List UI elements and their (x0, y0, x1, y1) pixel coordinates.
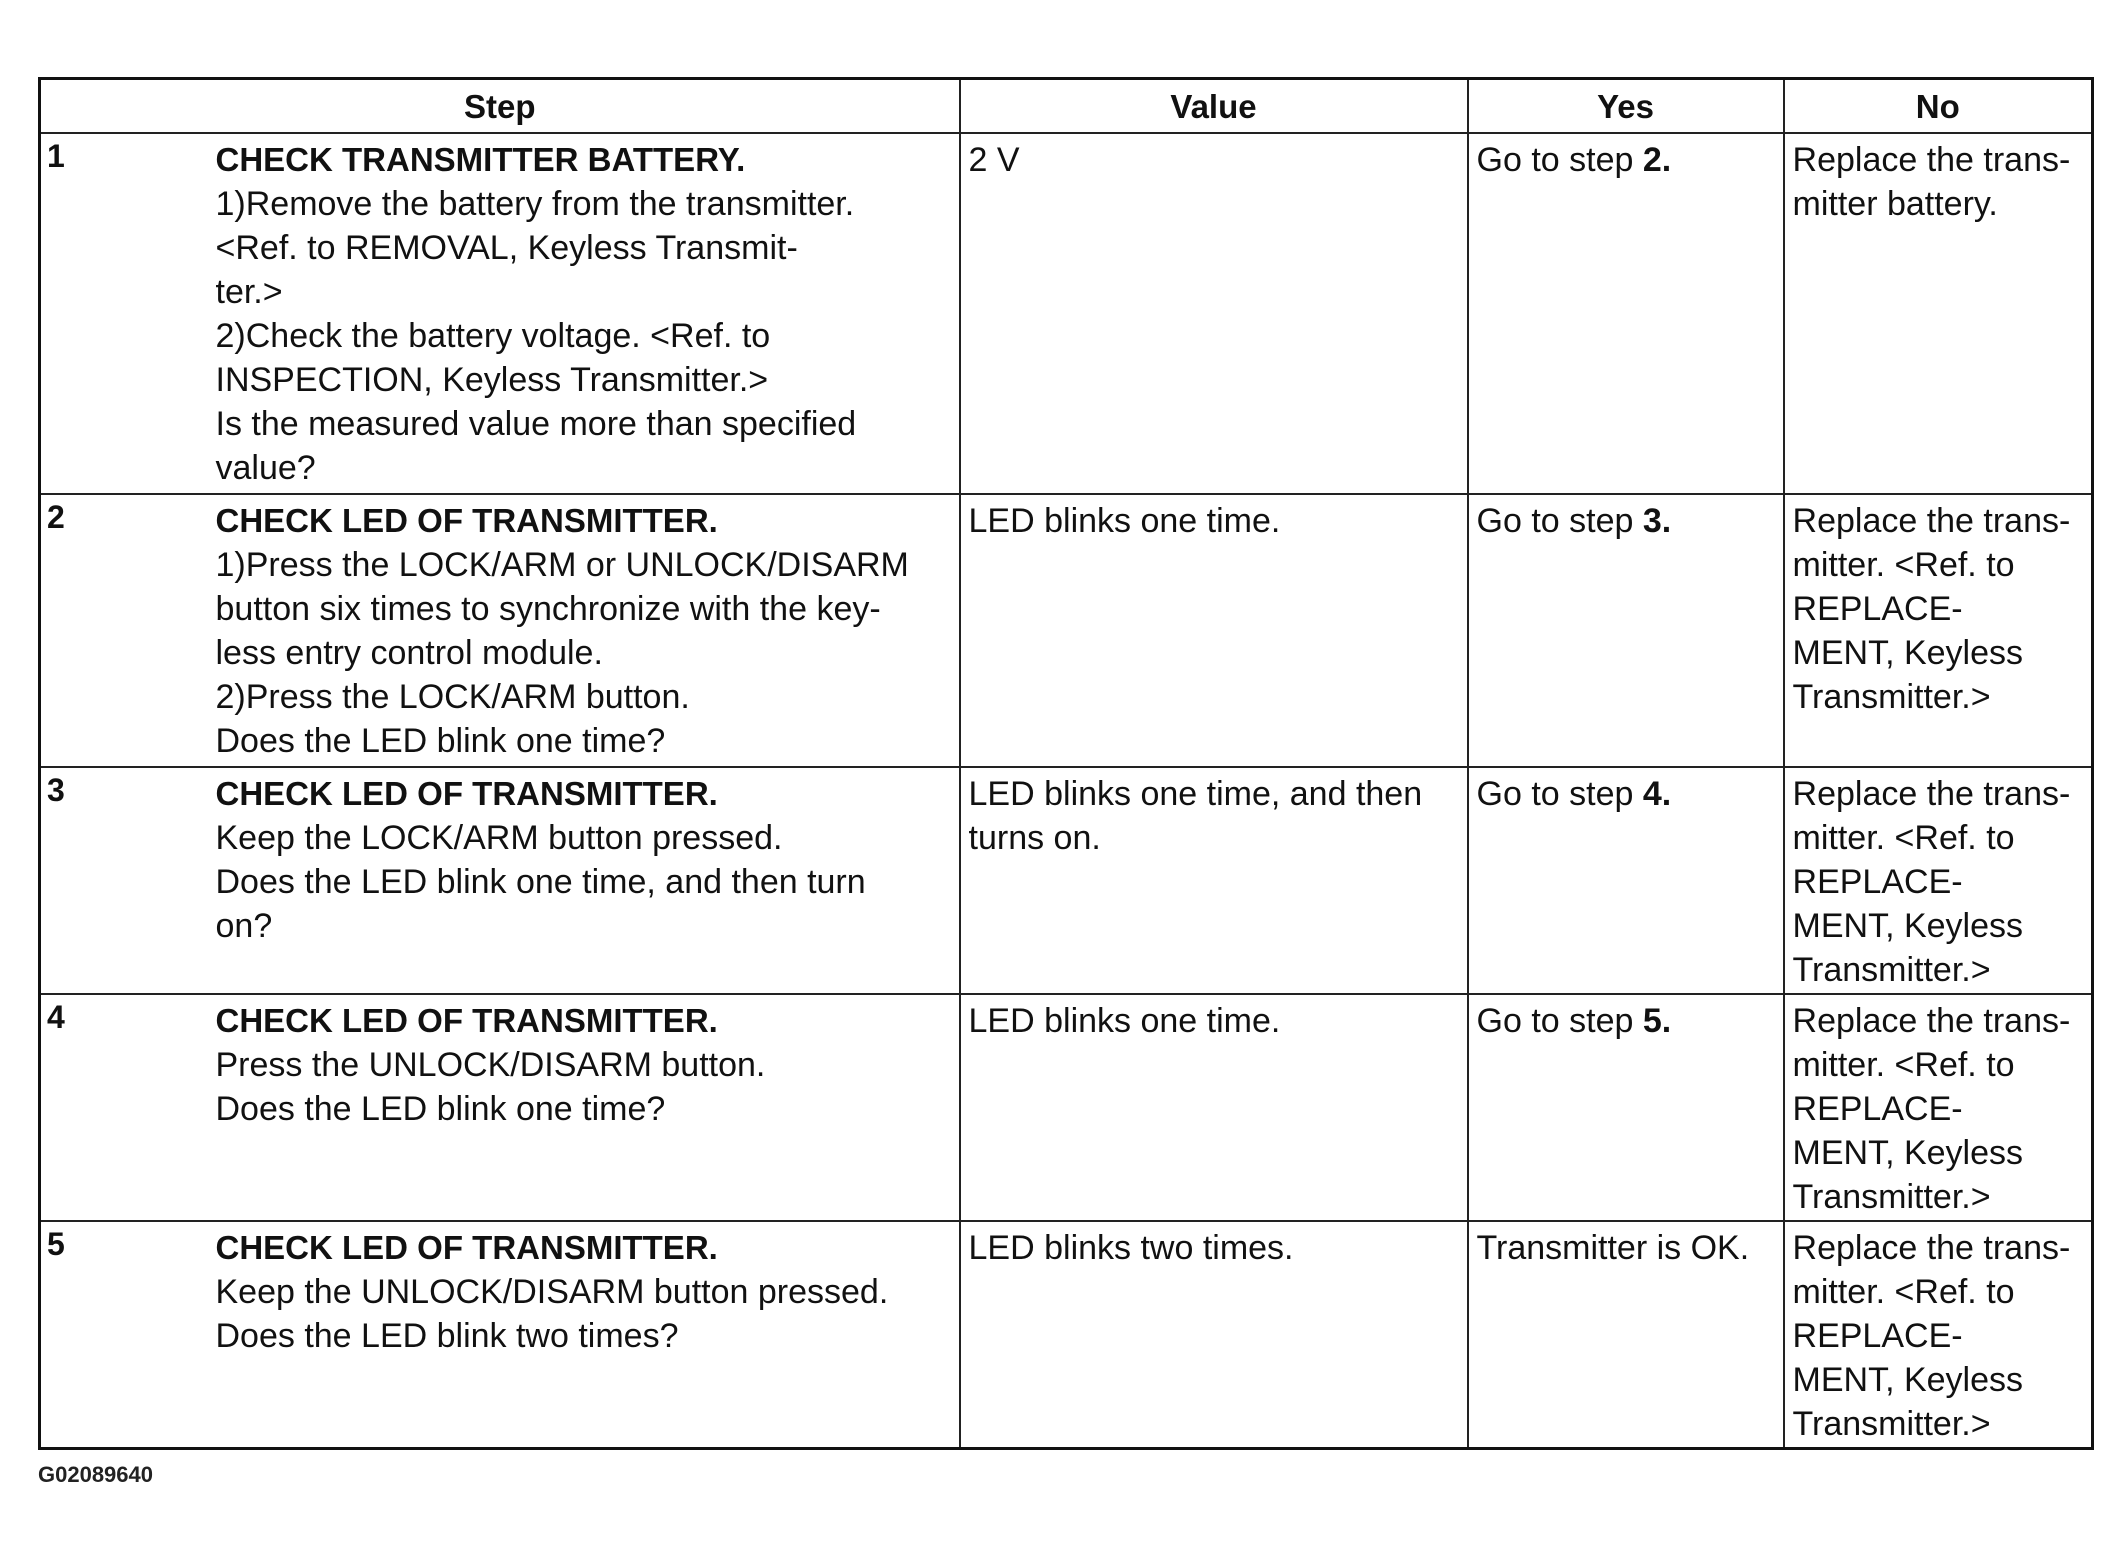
step-title: CHECK LED OF TRANSMITTER. (215, 775, 718, 812)
step-body: 1)Press the LOCK/ARM or UNLOCK/DISARM button six times to synchronize with the key- less entry control module. 2)Press the LOCK/ARM button. Does the LED blink one time? (215, 546, 909, 760)
step-number: 2 (40, 494, 216, 767)
yes-cell (1468, 767, 1784, 994)
no-cell (1784, 494, 2093, 767)
yes-text: Go to step (1476, 1002, 1643, 1040)
step-number: 5 (40, 1221, 216, 1448)
step-title: CHECK LED OF TRANSMITTER. (215, 502, 718, 539)
table-row (40, 767, 2093, 994)
table-row (40, 133, 2093, 494)
table-header-row (40, 79, 2093, 134)
header-step: Step (40, 79, 960, 134)
step-title: CHECK LED OF TRANSMITTER. (215, 1002, 718, 1039)
value-text: LED blinks one time. (968, 502, 1281, 540)
yes-text: Go to step (1476, 775, 1643, 813)
step-cell (216, 1221, 960, 1448)
figure-code: G02089640 (38, 1462, 153, 1487)
value-cell (960, 1221, 1468, 1448)
no-text: Replace the trans- mitter. <Ref. to REPLACE- MENT, Keyless Transmitter.> (1792, 502, 2071, 716)
step-number: 4 (40, 994, 216, 1221)
step-cell (216, 994, 960, 1221)
yes-cell (1468, 994, 1784, 1221)
no-text: Replace the trans- mitter. <Ref. to REPLACE- MENT, Keyless Transmitter.> (1792, 775, 2071, 989)
diagnostic-table (38, 77, 2094, 1450)
yes-step-ref: 5. (1642, 1002, 1672, 1040)
value-text: LED blinks two times. (968, 1229, 1294, 1267)
no-text: Replace the trans- mitter battery. (1792, 141, 2071, 223)
step-cell (216, 767, 960, 994)
value-cell (960, 133, 1468, 494)
yes-text: Go to step (1476, 141, 1643, 179)
table-row (40, 994, 2093, 1221)
value-cell (960, 494, 1468, 767)
step-cell (216, 494, 960, 767)
table-row (40, 1221, 2093, 1448)
value-text: LED blinks one time, and then turns on. (968, 775, 1423, 857)
yes-text: Go to step (1476, 502, 1643, 540)
table-row (40, 494, 2093, 767)
yes-cell (1468, 494, 1784, 767)
no-cell (1784, 767, 2093, 994)
value-text: 2 V (968, 141, 1020, 179)
value-cell (960, 994, 1468, 1221)
step-body: Keep the LOCK/ARM button pressed. Does the LED blink one time, and then turn on? (215, 819, 866, 945)
no-text: Replace the trans- mitter. <Ref. to REPLACE- MENT, Keyless Transmitter.> (1792, 1002, 2071, 1216)
value-text: LED blinks one time. (968, 1002, 1281, 1040)
step-cell (216, 133, 960, 494)
step-body: Keep the UNLOCK/DISARM button pressed. Does the LED blink two times? (215, 1273, 889, 1355)
no-text: Replace the trans- mitter. <Ref. to REPLACE- MENT, Keyless Transmitter.> (1792, 1229, 2071, 1443)
value-cell (960, 767, 1468, 994)
yes-step-ref: 3. (1642, 502, 1672, 540)
step-number: 3 (40, 767, 216, 994)
yes-cell (1468, 1221, 1784, 1448)
yes-step-ref: 2. (1642, 141, 1672, 179)
yes-cell (1468, 133, 1784, 494)
step-title: CHECK LED OF TRANSMITTER. (215, 1229, 718, 1266)
yes-text: Transmitter is OK. (1476, 1229, 1750, 1267)
step-body: Press the UNLOCK/DISARM button. Does the LED blink one time? (215, 1046, 766, 1128)
header-value: Value (960, 79, 1468, 134)
header-no: No (1784, 79, 2093, 134)
no-cell (1784, 1221, 2093, 1448)
step-number: 1 (40, 133, 216, 494)
step-body: 1)Remove the battery from the transmitter. <Ref. to REMOVAL, Keyless Transmit- ter.> 2)Check the battery voltage. <Ref. to INSPECTION, Keyless Transmitter.> Is the measured value more than specified value? (215, 185, 857, 487)
header-yes: Yes (1468, 79, 1784, 134)
no-cell (1784, 133, 2093, 494)
no-cell (1784, 994, 2093, 1221)
step-title: CHECK TRANSMITTER BATTERY. (215, 141, 746, 178)
yes-step-ref: 4. (1642, 775, 1672, 813)
